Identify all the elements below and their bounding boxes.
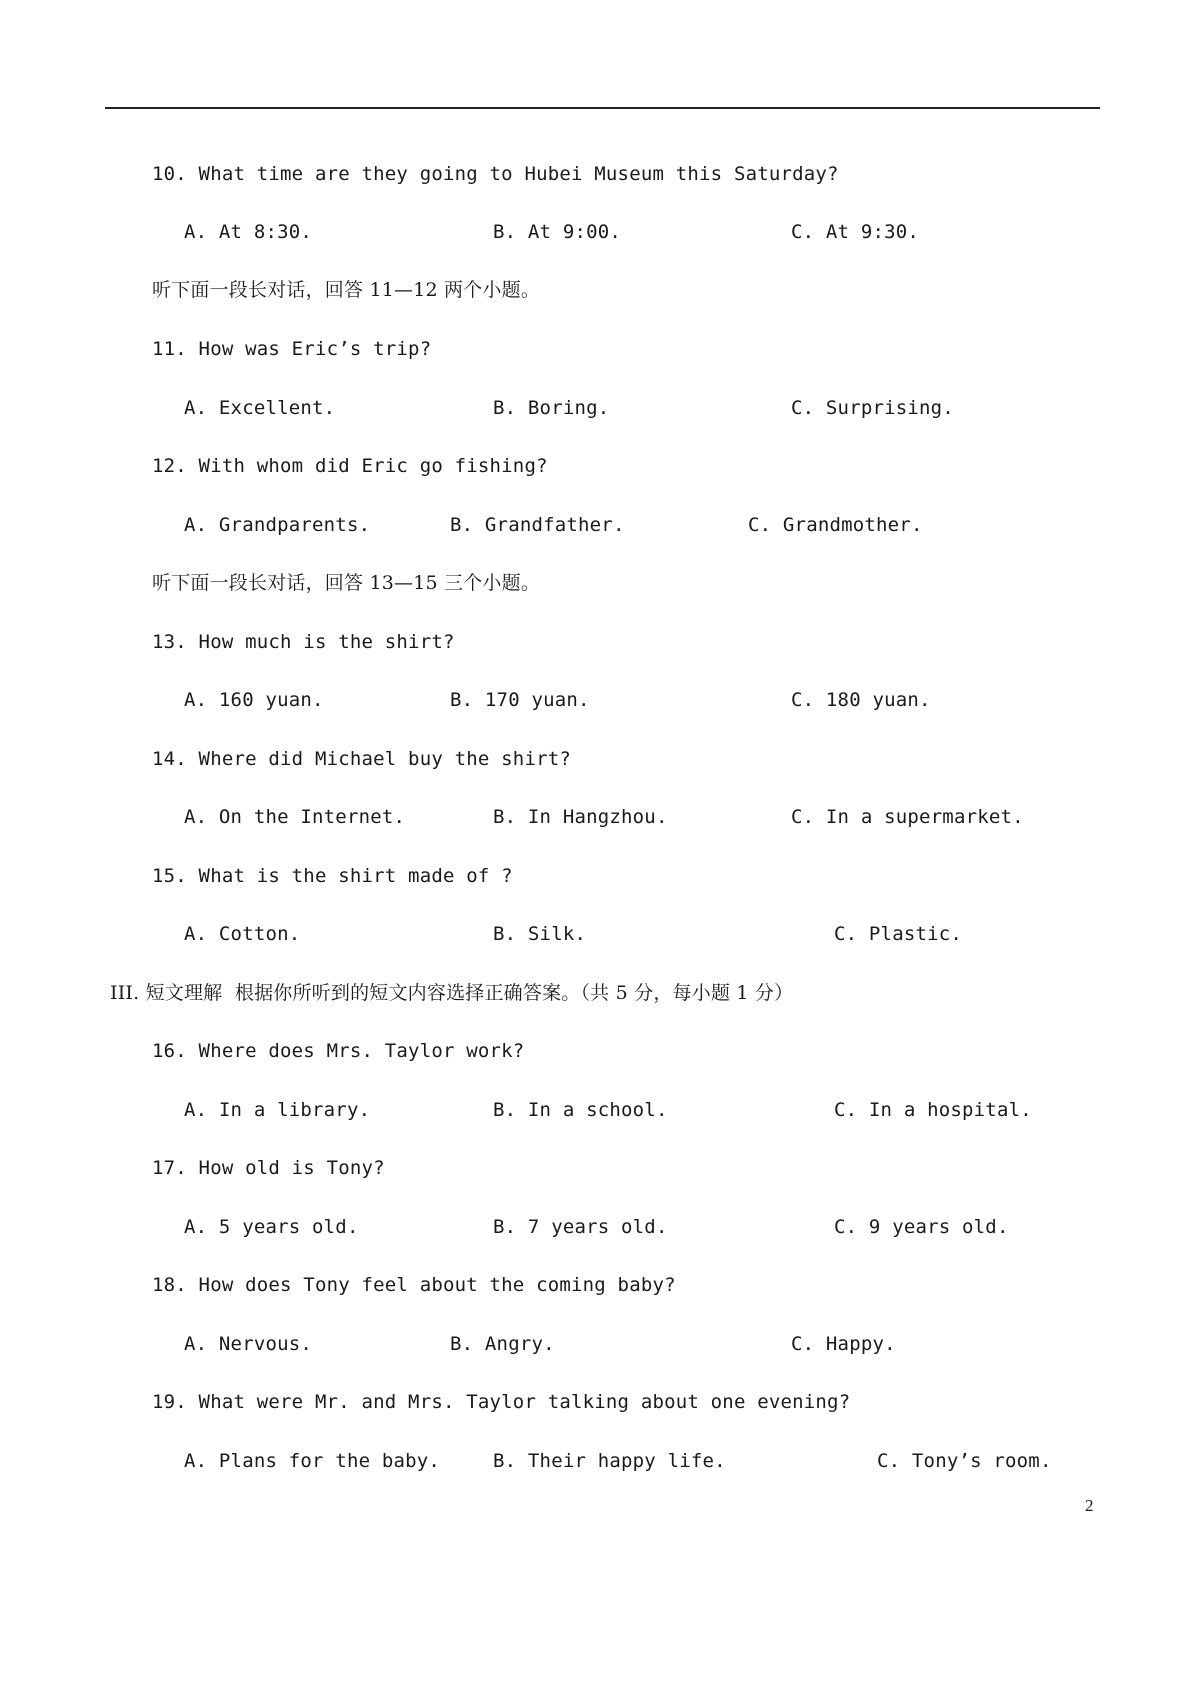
question-19: 19. What were Mr. and Mrs. Taylor talking about one evening? <box>152 1391 851 1413</box>
question-10: 10. What time are they going to Hubei Museum this Saturday? <box>152 163 839 185</box>
page-number: 2 <box>1085 1496 1094 1515</box>
option-10-b: B. At 9:00. <box>493 221 622 243</box>
option-14-b: B. In Hangzhou. <box>493 806 668 828</box>
question-17: 17. How old is Tony? <box>152 1157 385 1179</box>
option-19-b: B. Their happy life. <box>493 1450 726 1472</box>
question-14: 14. Where did Michael buy the shirt? <box>152 748 572 770</box>
option-14-c: C. In a supermarket. <box>791 806 1024 828</box>
option-10-a: A. At 8:30. <box>184 221 313 243</box>
option-11-b: B. Boring. <box>493 397 610 419</box>
instruction-11-12: 听下面一段长对话，回答 11—12 两个小题。 <box>152 279 541 301</box>
option-18-a: A. Nervous. <box>184 1333 313 1355</box>
question-16: 16. Where does Mrs. Taylor work? <box>152 1040 525 1062</box>
question-12: 12. With whom did Eric go fishing? <box>152 455 548 477</box>
option-11-a: A. Excellent. <box>184 397 336 419</box>
option-16-c: C. In a hospital. <box>834 1099 1032 1121</box>
option-19-c: C. Tony’s room. <box>877 1450 1052 1472</box>
option-13-b: B. 170 yuan. <box>450 689 590 711</box>
question-11: 11. How was Eric’s trip? <box>152 338 432 360</box>
option-12-a: A. Grandparents. <box>184 514 371 536</box>
question-15: 15. What is the shirt made of ? <box>152 865 513 887</box>
option-16-a: A. In a library. <box>184 1099 371 1121</box>
option-19-a: A. Plans for the baby. <box>184 1450 441 1472</box>
option-17-b: B. 7 years old. <box>493 1216 668 1238</box>
header-rule <box>105 107 1100 109</box>
option-15-a: A. Cotton. <box>184 923 301 945</box>
option-12-c: C. Grandmother. <box>748 514 923 536</box>
option-11-c: C. Surprising. <box>791 397 954 419</box>
option-17-a: A. 5 years old. <box>184 1216 359 1238</box>
option-14-a: A. On the Internet. <box>184 806 406 828</box>
option-15-c: C. Plastic. <box>834 923 963 945</box>
option-18-c: C. Happy. <box>791 1333 896 1355</box>
section-iii-heading: III. 短文理解 根据你所听到的短文内容选择正确答案。（共 5 分，每小题 1 分） <box>110 982 794 1004</box>
question-13: 13. How much is the shirt? <box>152 631 455 653</box>
option-15-b: B. Silk. <box>493 923 587 945</box>
instruction-13-15: 听下面一段长对话，回答 13—15 三个小题。 <box>152 572 541 594</box>
question-18: 18. How does Tony feel about the coming baby? <box>152 1274 676 1296</box>
option-18-b: B. Angry. <box>450 1333 555 1355</box>
option-13-c: C. 180 yuan. <box>791 689 931 711</box>
option-10-c: C. At 9:30. <box>791 221 920 243</box>
option-13-a: A. 160 yuan. <box>184 689 324 711</box>
option-16-b: B. In a school. <box>493 1099 668 1121</box>
option-12-b: B. Grandfather. <box>450 514 625 536</box>
option-17-c: C. 9 years old. <box>834 1216 1009 1238</box>
